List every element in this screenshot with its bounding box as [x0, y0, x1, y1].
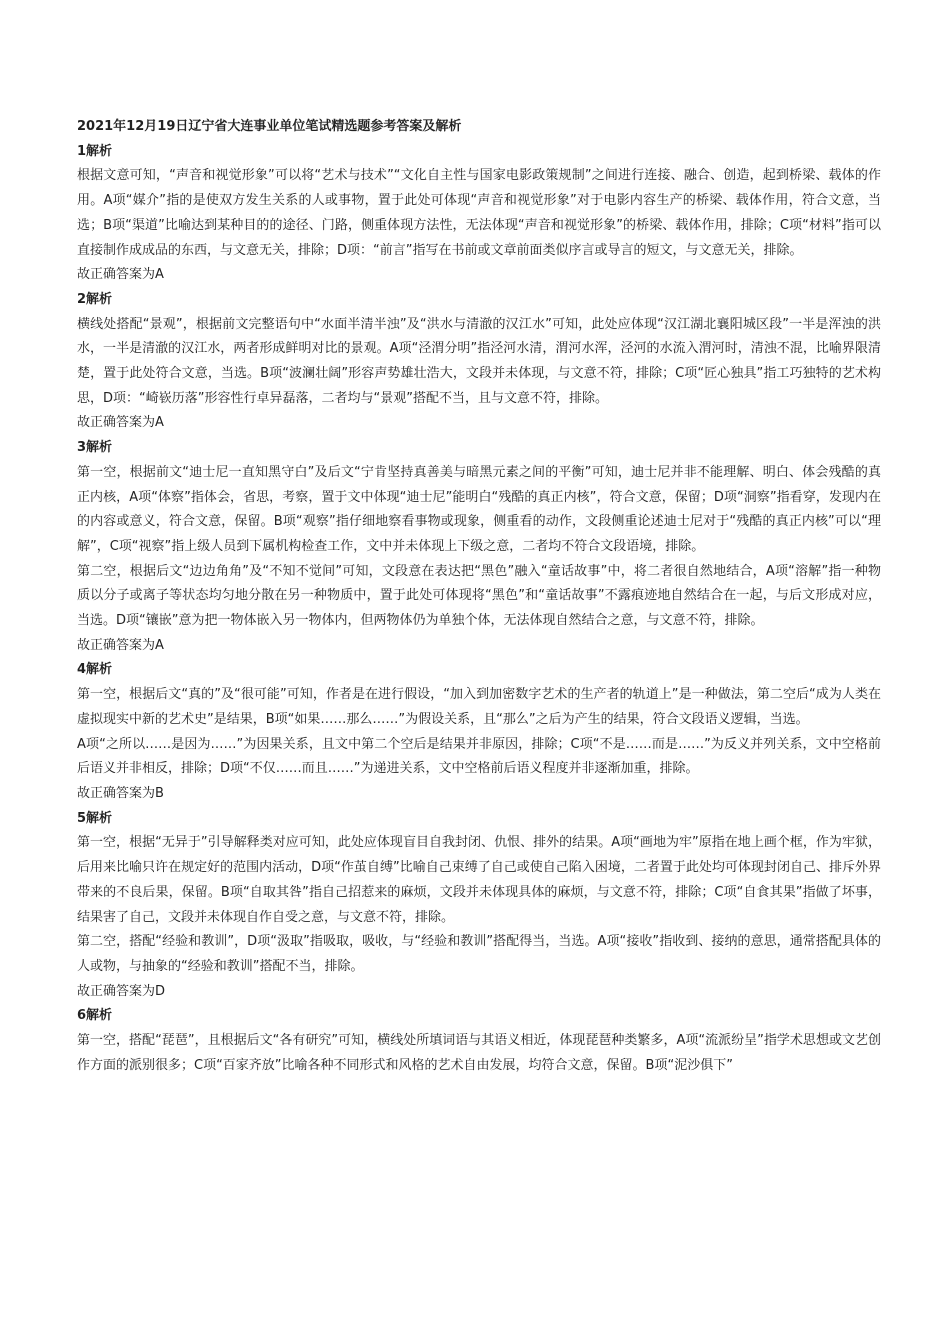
section-3 [77, 436, 881, 658]
section-paragraph: A项“之所以……是因为……”为因果关系，且文中第二个空后是结果并非原因，排除；C项“不是……而是……”为反义并列关系，文中空格前后语义并非相反，排除；D项“不仅……而且……”为递进关系，文中空格前后语义程度并非逐渐加重，排除。 [77, 736, 881, 777]
section-paragraph: 第一空，搭配“琵琶”，且根据后文“各有研究”可知，横线处所填词语与其语义相近，体现琵琶种类繁多，A项“流派纷呈”指学术思想或文艺创作方面的派别很多；C项“百家齐放”比喻各种不同形式和风格的艺术自由发展，均符合文意，保留。B项“泥沙俱下” [77, 1033, 881, 1073]
section-heading: 1解析 [77, 143, 113, 159]
section-heading: 4解析 [77, 662, 113, 678]
section-paragraph: 第二空，根据后文“边边角角”及“不知不觉间”可知，文段意在表达把“黑色”融入“童话故事”中，将二者很自然地结合，A项“溶解”指一种物质以分子或离子等状态均匀地分散在另一种物质中，置于此处可体现将“黑色”和“童话故事”不露痕迹地自然结合在一起，与后文形成对应，当选。D项“镶嵌”意为把一物体嵌入另一物体内，但两物体仍为单独个体，无法体现自然结合之意，与文意不符，排除。 [77, 563, 881, 629]
section-paragraph: 第一空，根据前文“迪士尼一直知黑守白”及后文“宁肯坚持真善美与暗黑元素之间的平衡”可知，迪士尼并非不能理解、明白、体会残酷的真正内核，A项“体察”指体会，省思，考察，置于文中体现“迪士尼”能明白“残酷的真正内核”，符合文意，保留；D项“洞察”指看穿，发现内在的内容或意义，符合文意，保留。B项“观察”指仔细地察看事物或现象，侧重看的动作，文段侧重论述迪士尼对于“残酷的真正内核”可以“理解”，C项“视察”指上级人员到下属机构检查工作，文中并未体现上下级之意，二者均不符合文段语境，排除。 [77, 464, 881, 554]
section-4 [77, 658, 881, 806]
section-paragraph: 第二空，搭配“经验和教训”，D项“汲取”指吸取，吸收，与“经验和教训”搭配得当，当选。A项“接收”指收到、接纳的意思，通常搭配具体的人或物，与抽象的“经验和教训”搭配不当，排除。 [77, 934, 881, 974]
section-heading: 5解析 [77, 810, 113, 826]
section-heading: 2解析 [77, 291, 113, 307]
section-answer: 故正确答案为B [77, 785, 164, 801]
section-paragraph: 根据文意可知，“声音和视觉形象”可以将“艺术与技术”“文化自主性与国家电影政策规制”之间进行连接、融合、创造，起到桥梁、载体的作用。A项“媒介”指的是使双方发生关系的人或事物，置于此处可体现“声音和视觉形象”对于电影内容生产的桥梁、载体作用，符合文意，当选；B项“渠道”比喻达到某种目的的途径、门路，侧重体现方法性，无法体现“声音和视觉形象”的桥梁、载体作用，排除；C项“材料”指可以直接制作成成品的东西，与文意无关，排除；D项：“前言”指写在书前或文章前面类似序言或导言的短文，与文意无关，排除。 [77, 168, 881, 258]
section-answer: 故正确答案为D [77, 983, 166, 999]
section-6 [77, 1004, 881, 1078]
section-5 [77, 807, 881, 1005]
section-heading: 3解析 [77, 440, 113, 456]
section-2 [77, 288, 881, 436]
section-paragraph: 第一空，根据后文“真的”及“很可能”可知，作者是在进行假设，“加入到加密数字艺术的生产者的轨道上”是一种做法，第二空后“成为人类在虚拟现实中新的艺术史”是结果，B项“如果……那么……”为假设关系，且“那么”之后为产生的结果，符合文段语义逻辑，当选。 [77, 687, 881, 727]
section-1 [77, 140, 881, 288]
section-paragraph: 横线处搭配“景观”，根据前文完整语句中“水面半清半浊”及“洪水与清澈的汉江水”可知，此处应体现“汉江湖北襄阳城区段”一半是浑浊的洪水，一半是清澈的汉江水，两者形成鲜明对比的景观。A项“泾渭分明”指泾河水清，渭河水浑，泾河的水流入渭河时，清浊不混，比喻界限清楚，置于此处符合文意，当选。B项“波澜壮阔”形容声势雄壮浩大，文段并未体现，与文意不符，排除；C项“匠心独具”指工巧独特的艺术构思，D项：“崎嵚历落”形容性行卓异磊落，二者均与“景观”搭配不当，且与文意不符，排除。 [77, 316, 881, 406]
section-answer: 故正确答案为A [77, 267, 164, 283]
section-heading: 6解析 [77, 1008, 113, 1024]
document-title: 2021年12月19日辽宁省大连事业单位笔试精选题参考答案及解析 [77, 119, 462, 134]
section-paragraph: 第一空，根据“无异于”引导解释类对应可知，此处应体现盲目自我封闭、仇恨、排外的结果。A项“画地为牢”原指在地上画个框，作为牢狱，后用来比喻只许在规定好的范围内活动，D项“作茧自缚”比喻自己束缚了自己或使自己陷入困境，二者置于此处均可体现封闭自己、排斥外界带来的不良后果，保留。B项“自取其咎”指自己招惹来的麻烦，文段并未体现具体的麻烦，与文意不符，排除；C项“自食其果”指做了坏事，结果害了自己，文段并未体现自作自受之意，与文意不符，排除。 [77, 835, 881, 925]
section-answer: 故正确答案为A [77, 415, 164, 431]
section-answer: 故正确答案为A [77, 637, 164, 653]
document-page [77, 115, 881, 1078]
